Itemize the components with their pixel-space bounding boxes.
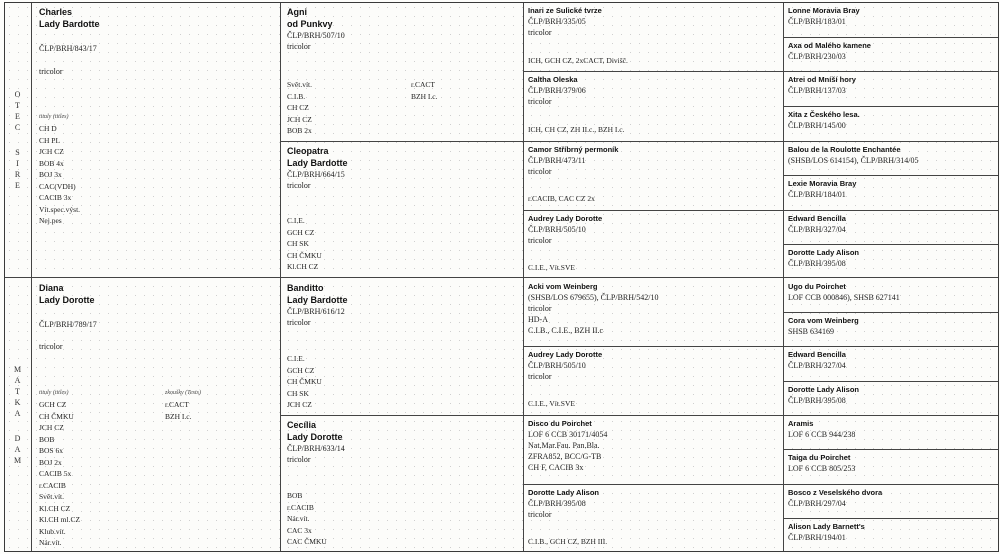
gen4-cell [788,385,996,415]
test-item: BZH I.c. [165,411,192,421]
side-letter: O [14,90,22,99]
title-item: CH PL [39,135,61,145]
title-item: CAC(VDH) [39,181,76,191]
gen4-registration: ČLP/BRH/327/04 [788,225,846,234]
side-letter: S [15,148,21,157]
col-divider-3 [783,3,784,551]
sire-name-line1: Charles [39,7,73,17]
row-divider [524,141,783,142]
cleopatra-name-line1: Cleopatra [287,146,329,156]
title-item: CH SK [287,239,309,248]
title-item: JCH CZ [287,400,312,409]
gen4-registration: ČLP/BRH/184/01 [788,190,846,199]
gen3-line: tricolor [528,372,552,381]
gen3-line: ČLP/BRH/505/10 [528,361,586,370]
title-item: CAC ČMKU [287,537,327,546]
agni-tests [411,79,437,102]
cleopatra-name-line2: Lady Bardotte [287,158,348,168]
sire-color: tricolor [39,67,63,76]
gen3-line: ČLP/BRH/395/08 [528,499,586,508]
title-item: GCH CZ [39,400,67,409]
banditto-color: tricolor [287,318,311,327]
gen4-cell [788,316,996,346]
row-divider [784,141,998,142]
gen3-line: HD-A [528,315,548,324]
gen3-name: Dorotte Lady Alison [528,488,599,497]
side-letter: K [14,397,22,407]
title-item: BOB [287,491,303,500]
banditto-name-line1: Banditto [287,283,324,293]
dam-titles-caption: tituly (titles) [39,390,69,396]
gen4-name: Lonne Moravia Bray [788,6,860,15]
gen4-name: Xita z Českého lesa. [788,110,860,119]
gen3-name: Camor Stříbrný permoník [528,145,619,154]
gen4-registration: LOF 6 CCB 805/253 [788,464,856,473]
gen3-titles: ICH, CH CZ, ZH II.c., BZH I.c. [528,125,625,134]
gen3-name: Disco du Poirchet [528,419,592,428]
row-divider [784,449,998,450]
cleopatra-cell [287,145,521,275]
gen4-registration: (SHSB/LOS 614154), ČLP/BRH/314/05 [788,156,919,165]
banditto-titles [287,353,322,411]
row-divider [524,210,783,211]
banditto-cell [287,282,521,413]
side-letter: D [14,433,22,443]
gen3-line: ČLP/BRH/379/06 [528,86,586,95]
title-item: JCH CZ [39,423,64,432]
title-item: CH D [39,124,57,133]
title-item: CH ČMKU [39,411,74,421]
title-item: GCH CZ [287,365,315,375]
row-divider [524,484,783,485]
gen4-registration: ČLP/BRH/183/01 [788,17,846,26]
sire-side-label [5,3,32,278]
test-item: r.CACT [411,80,435,89]
gen4-cell [788,75,996,105]
gen3-cell [528,282,780,345]
gen4-registration: ČLP/BRH/137/03 [788,86,846,95]
gen4-name: Balou de la Roulotte Enchantée [788,145,901,154]
side-letter: A [14,375,22,385]
gen4-name: Atrei od Mníší hory [788,75,856,84]
gen3-line: C.I.B., C.I.E., BZH II.c [528,326,604,335]
gen4-name: Axa od Malého kamene [788,41,871,50]
gen3-titles: C.I.E., Vít.SVE [528,263,575,272]
gen4-registration: ČLP/BRH/194/01 [788,533,846,542]
cleopatra-registration: ČLP/BRH/664/15 [287,170,345,179]
cleopatra-color: tricolor [287,181,311,190]
side-letter: E [15,181,21,190]
pedigree-sheet [4,2,999,552]
gen4-name: Dorotte Lady Alison [788,385,859,394]
title-item: Nár.vít. [287,514,310,523]
side-letter: T [15,386,21,396]
row-divider [524,415,783,416]
gen3-line: (SHSB/LOS 679655), ČLP/BRH/542/10 [528,293,659,302]
side-letter: A [14,444,22,454]
cecilia-cell [287,419,521,550]
title-item: Svět.vít. [287,80,313,89]
gen4-registration: ČLP/BRH/145/00 [788,121,846,130]
gen3-line: ČLP/BRH/505/10 [528,225,586,234]
title-item: C.I.E. [287,216,305,225]
sire-registration: ČLP/BRH/843/17 [39,44,97,53]
gen3-name: Audrey Lady Dorotte [528,350,603,359]
row-divider [784,381,998,382]
cecilia-registration: ČLP/BRH/633/14 [287,444,345,453]
row-divider [784,175,998,176]
col-divider-2 [523,3,524,551]
gen3-titles: ICH, GCH CZ, 2xCACT, Divišč. [528,56,628,65]
title-item: Kl.CH ml.CZ [39,515,81,524]
title-item: CACIB 3x [39,193,72,202]
title-item: BOS 6x [39,446,63,455]
cecilia-name-line2: Lady Dorotte [287,432,343,442]
title-item: Kl.CH CZ [287,262,319,271]
gen3-line: tricolor [528,28,552,37]
row-divider [524,71,783,72]
title-item: CAC 3x [287,525,312,535]
side-letter: E [15,112,21,121]
title-item: BOJ 2x [39,457,62,467]
agni-registration: ČLP/BRH/507/10 [287,31,345,40]
title-item: JCH CZ [39,147,64,156]
gen3-cell [528,145,780,209]
row-divider [784,37,998,38]
gen3-line: tricolor [528,304,552,313]
title-item: r.CACIB [39,480,66,490]
cecilia-titles [287,490,327,548]
row-divider [784,518,998,519]
gen4-cell [788,41,996,71]
agni-color: tricolor [287,42,311,51]
gen4-name: Cora vom Weinberg [788,316,859,325]
title-item: r.CACIB [287,502,314,512]
row-divider [281,141,523,142]
cecilia-color: tricolor [287,455,311,464]
gen4-registration: ČLP/BRH/395/08 [788,396,846,405]
row-divider [784,244,998,245]
title-item: Svět.vít. [39,492,65,501]
banditto-registration: ČLP/BRH/616/12 [287,307,345,316]
gen3-line: Nat.Mar.Fau. Pan.Bla. [528,441,600,450]
row-divider [784,71,998,72]
gen4-cell [788,214,996,244]
gen4-cell [788,453,996,483]
gen3-cell [528,75,780,139]
mid-divider [31,277,998,278]
row-divider [784,106,998,107]
title-item: C.I.B. [287,91,306,101]
title-item: CH SK [287,388,309,398]
gen4-registration: ČLP/BRH/297/04 [788,499,846,508]
gen4-cell [788,145,996,175]
col-divider-1 [280,3,281,551]
agni-name-line1: Agni [287,7,307,17]
dam-titles [39,399,80,549]
gen3-titles: C.I.B., GCH CZ, BZH III. [528,537,608,546]
gen3-line: ČLP/BRH/473/11 [528,156,586,165]
title-item: GCH CZ [287,227,315,237]
gen4-name: Edward Bencilla [788,214,846,223]
gen4-cell [788,488,996,518]
gen3-titles: C.I.E., Vít.SVE [528,399,575,408]
title-item: BOJ 3x [39,170,62,179]
side-letter: I [16,159,20,168]
side-letter: C [14,123,22,132]
gen4-cell [788,282,996,312]
dam-tests [165,399,191,422]
gen4-registration: ČLP/BRH/230/03 [788,52,846,61]
test-item: BZH I.c. [411,91,438,101]
gen3-cell [528,419,780,483]
gen4-registration: ČLP/BRH/395/08 [788,259,846,268]
title-item: Klub.vít. [39,526,66,536]
dam-registration: ČLP/BRH/789/17 [39,320,97,329]
title-item: BOB 4x [39,158,64,168]
gen3-name: Audrey Lady Dorotte [528,214,603,223]
gen4-registration: SHSB 634169 [788,327,835,336]
gen4-name: Lexie Moravia Bray [788,179,857,188]
title-item: BOB [39,434,55,444]
gen3-line: LOF 6 CCB 30171/4054 [528,430,608,439]
gen4-cell [788,6,996,36]
title-item: Nár.vít. [39,538,62,547]
side-letter: M [13,364,23,374]
gen4-name: Aramis [788,419,814,428]
title-item: Nej.pes [39,216,62,225]
dam-tests-caption: zkoušky (Tests) [165,390,201,396]
gen3-titles: r.CACIB, CAC CZ 2x [528,194,595,203]
gen3-line: tricolor [528,236,552,245]
banditto-name-line2: Lady Bardotte [287,295,348,305]
gen4-cell [788,248,996,277]
agni-cell [287,6,521,139]
title-item: Vít.spec.výst. [39,204,81,214]
agni-name-line2: od Punkvy [287,19,333,29]
gen3-name: Acki vom Weinberg [528,282,598,291]
gen3-name: Caltha Oleska [528,75,578,84]
title-item: BOB 2x [287,126,312,135]
title-item: C.I.E. [287,354,305,363]
gen3-cell [528,350,780,414]
gen3-cell [528,488,780,550]
row-divider [784,210,998,211]
dam-color: tricolor [39,342,63,351]
test-item: r.CACT [165,400,189,409]
gen4-registration: ČLP/BRH/327/04 [788,361,846,370]
row-divider [784,484,998,485]
gen4-cell [788,419,996,449]
side-letter: T [15,101,21,110]
gen4-cell [788,179,996,209]
gen4-name: Alison Lady Barnett's [788,522,865,531]
gen4-cell [788,522,996,550]
row-divider [784,312,998,313]
gen4-registration: LOF CCB 000846), SHSB 627141 [788,293,900,302]
gen4-name: Bosco z Veselského dvora [788,488,883,497]
gen4-name: Dorotte Lady Alison [788,248,859,257]
gen3-cell [528,214,780,276]
gen3-cell [528,6,780,70]
title-item: CH ČMKU [287,250,322,260]
gen3-line: ČLP/BRH/335/05 [528,17,586,26]
gen3-name: Inari ze Sulické tvrze [528,6,602,15]
gen4-cell [788,110,996,140]
dam-cell [39,282,275,550]
sire-cell [39,6,275,274]
title-item: JCH CZ [287,114,312,124]
title-item: Kl.CH CZ [39,503,71,513]
sire-titles-caption: tituly (titles) [39,114,69,120]
agni-titles [287,79,312,137]
dam-name-line1: Diana [39,283,64,293]
side-letter: M [13,455,23,465]
row-divider [784,415,998,416]
side-letter: A [14,408,22,418]
cecilia-name-line1: Cecília [287,420,317,430]
gen4-registration: LOF 6 CCB 944/238 [788,430,856,439]
row-divider [784,346,998,347]
row-divider [524,346,783,347]
gen3-line: tricolor [528,510,552,519]
dam-side-label [5,278,32,551]
gen4-name: Ugo du Poirchet [788,282,846,291]
title-item: CH ČMKU [287,377,322,386]
gen3-line: tricolor [528,97,552,106]
gen4-name: Taiga du Poirchet [788,453,851,462]
sire-titles [39,123,80,227]
side-letter: R [14,170,22,179]
gen3-line: CH F, CACIB 3x [528,463,584,472]
title-item: CH CZ [287,103,309,112]
title-item: CACIB 5x [39,469,72,478]
gen3-line: ZFRA852, BCC/G-TB [528,452,602,461]
row-divider [281,415,523,416]
gen4-name: Edward Bencilla [788,350,846,359]
gen3-line: tricolor [528,167,552,176]
dam-name-line2: Lady Dorotte [39,295,95,305]
cleopatra-titles [287,215,322,273]
gen4-cell [788,350,996,380]
sire-name-line2: Lady Bardotte [39,19,100,29]
